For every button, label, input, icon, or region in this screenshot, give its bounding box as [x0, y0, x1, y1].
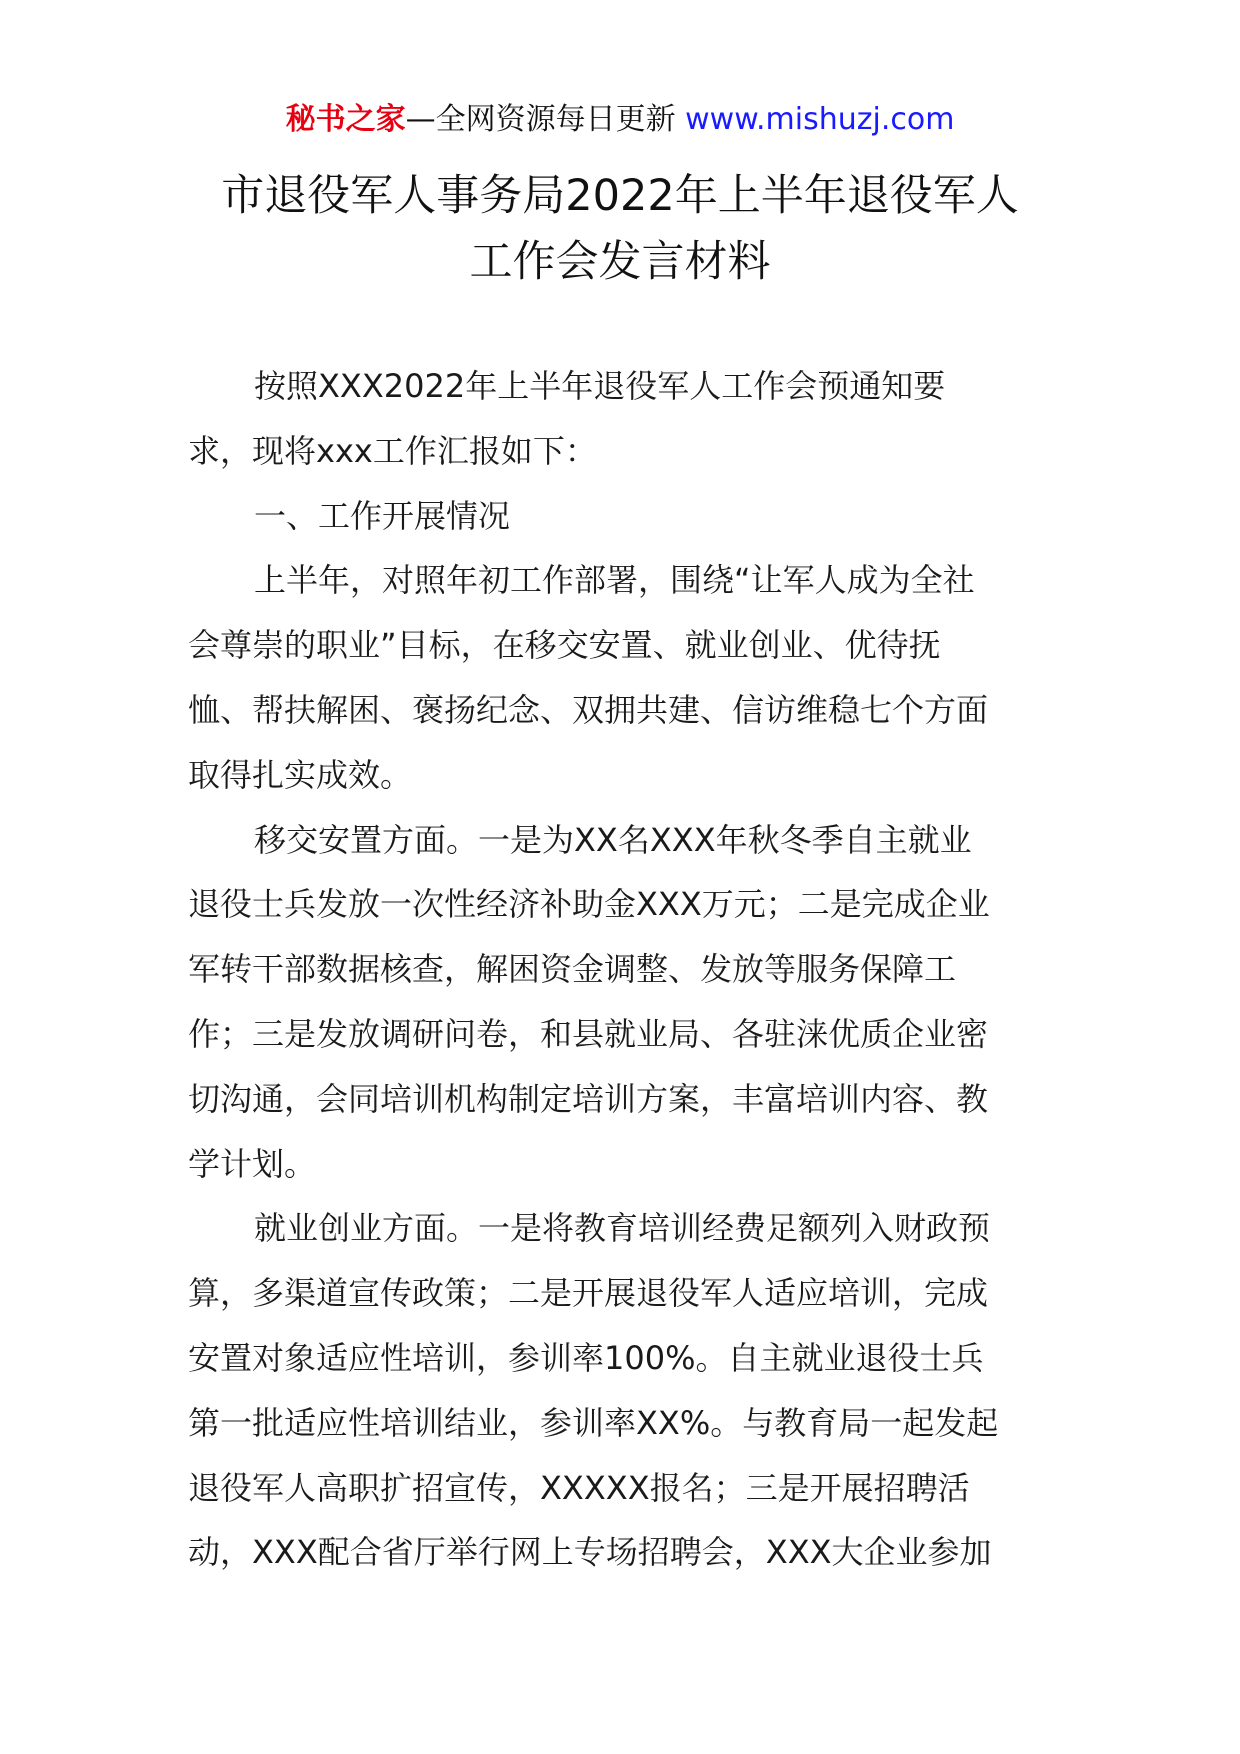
text-line: 就业创业方面。一是将教育培训经费足额列入财政预 [254, 1209, 991, 1248]
text-line: 军转干部数据核查，解困资金调整、发放等服务保障工 [188, 950, 957, 989]
placement-paragraph [188, 808, 1068, 1197]
site-header [0, 100, 1240, 140]
site-url-link[interactable]: www.mishuzj.com [685, 102, 955, 137]
overview-paragraph [188, 548, 1068, 807]
text-line: 上半年，对照年初工作部署，围绕“让军人成为全社 [254, 561, 975, 600]
text-line: 切沟通，会同培训机构制定培训方案，丰富培训内容、教 [188, 1079, 989, 1118]
text-line: 会尊崇的职业”目标，在移交安置、就业创业、优待抚 [188, 626, 941, 665]
brand-name: 秘书之家 [285, 102, 406, 137]
text-line: 退役军人高职扩招宣传，XXXXX报名；三是开展招聘活 [188, 1468, 970, 1507]
text-line: 算，多渠道宣传政策；二是开展退役军人适应培训，完成 [188, 1274, 989, 1313]
text-line: 安置对象适应性培训，参训率100%。自主就业退役士兵 [188, 1338, 984, 1377]
intro-paragraph [188, 354, 1068, 484]
text-line: 取得扎实成效。 [188, 755, 413, 794]
text-line: 移交安置方面。一是为XX名XXX年秋冬季自主就业 [254, 820, 972, 859]
text-line: 动，XXX配合省厅举行网上专场招聘会，XXX大企业参加 [188, 1533, 992, 1572]
text-line: 求，现将xxx工作汇报如下： [188, 431, 597, 470]
document-title [140, 163, 1100, 295]
text-line: 第一批适应性培训结业，参训率XX%。与教育局一起发起 [188, 1403, 999, 1442]
text-line: 按照XXX2022年上半年退役军人工作会预通知要 [254, 367, 946, 405]
section-heading [188, 484, 1068, 549]
text-line: 作；三是发放调研问卷，和县就业局、各驻涞优质企业密 [188, 1014, 989, 1053]
text-line: 一、工作开展情况 [254, 496, 511, 535]
title-line-2: 工作会发言材料 [469, 237, 771, 287]
text-line: 学计划。 [188, 1144, 317, 1183]
employment-paragraph [188, 1196, 1068, 1585]
header-tagline: —全网资源每日更新 [405, 102, 676, 137]
text-line: 退役士兵发放一次性经济补助金XXX万元；二是完成企业 [188, 885, 990, 924]
text-line: 恤、帮扶解困、褒扬纪念、双拥共建、信访维稳七个方面 [188, 690, 989, 729]
title-line-1: 市退役军人事务局2022年上半年退役军人 [221, 171, 1019, 221]
document-body [188, 354, 1068, 1585]
